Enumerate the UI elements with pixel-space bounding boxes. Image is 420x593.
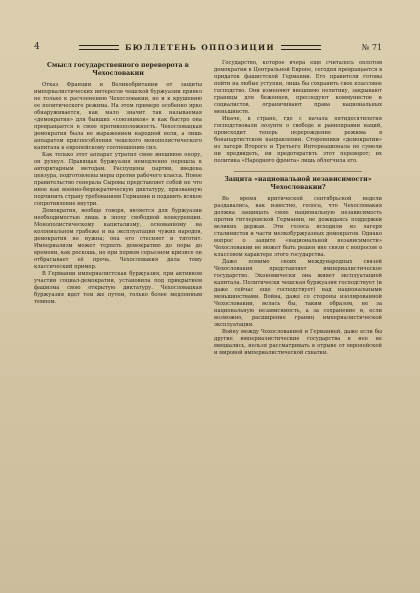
paragraph: Даже помимо своих международных связей Чехословакия представляет империалистическое государство. Экономически она живет эксплуатацией капитала. Политически чешская буржуазия господствует (и даже сейчас еще господствует) над национальными меньшинствами. Война, даже со стороны изолированной Чехословакии, велась бы, таким образом, не за национальную независимость, а за сохранение и, если возможно, расширение границ империалистической эксплуатации.	[214, 259, 382, 328]
paragraph: Во время критической сентябрьской недели раздавались, как известно, голоса, что Чехословакия должна защищать свою национальную независимость против гитлеровской Германии, не дожидаясь поддержки великих держав. Эти голоса исходили из лагеря сталинистов и части мелкобуржуазных демократов. Однако вопрос о защите «национальной независимости» Чехословакии не может быть решен вне связи с вопросом о классовом характере этого государства.	[214, 196, 382, 258]
article-heading: Смысл государственного переворота в Чехословакии	[47, 62, 189, 77]
paragraph: Войну между Чехословакией и Германией, даже если бы другие империалистические государства в нее не вмешались, нельзя рассматривать в отрыве от европейской и мировой империалистической схватки.	[214, 329, 382, 356]
issue-number: № 71	[361, 42, 382, 52]
left-column	[34, 60, 202, 580]
paragraph: Отказ Франции и Великобритании от защиты империалистических интересов чешской буржуазии привел не только к расчленению Чехословакии, но и к крушению ее политического режима. На этом примере особенно ярко обнаруживается, как мало значит так называемая «демократия» для бывших «союзников» и как быстро она превращается в свою противоположность. Чехословацкая демократия была не выражением народной воли, а лишь аппаратом приспособления чешского монополистического капитала к европейскому соотношению сил.	[34, 82, 202, 151]
paragraph: Как только этот аппарат утратил свою внешнюю опору, он рухнул. Правящая буржуазия немедленно перешла к авторитарным методам. Распущены партии, введена цензура, подготовлены меры против рабочего класса. Новое правительство генерала Сыровы представляет собой не что иное как военно-бюрократическую диктатуру, призванную подчинить страну требованиям Германии и подавить всякое сопротивление внутри.	[34, 152, 202, 207]
header-rule-right	[281, 45, 321, 50]
bulletin-title-text: БЮЛЛЕТЕНЬ ОППОЗИЦИИ	[125, 42, 275, 52]
paragraph: Демократия, вообще говоря, является для буржуазии необходимостью лишь в эпоху свободной конкуренции. Монополистическому капитализму, основанному на колониальном грабеже и на эксплуатации чужих народов, демократия не нужна; она его стесняет и тяготит. Империализм может терпеть демократию до поры до времени, как роскошь, но при первом серьезном кризисе он отбрасывает её прочь. Чехословакия дала тому классический пример.	[34, 208, 202, 270]
paragraph: Иначе, в стране, где с начала пятидесятилетия господствовали лозунги о свободе и равноправии наций, происходит теперь перерождение режима в бонапартистском направлении. Сторонники «демократии» из лагеря Второго и Третьего Интернационала не сумели ни предвидеть, ни предотвратить этот переворот; их политика «Народного фронта» лишь облегчила его.	[214, 116, 382, 164]
right-column	[214, 60, 382, 580]
section-heading: Защита «национальной независимости» Чехословакии?	[224, 176, 372, 191]
section-divider	[234, 171, 362, 172]
page-header	[34, 40, 382, 54]
paragraph: Государство, которое вчера еще считалось оплотом демократии в Центральной Европе, сегодня превращается в придаток фашистской Германии. Его правители готовы пойти на любые уступки, лишь бы сохранить свое классовое господство. Они изменяют внешнюю политику, закрывают границы для беженцев, преследуют коммунистов и социалистов, ограничивают права национальных меньшинств.	[214, 60, 382, 115]
bulletin-title	[48, 43, 352, 52]
header-rule-left	[79, 45, 119, 50]
page-number: 4	[34, 42, 40, 52]
paragraph: В Германии империалистская буржуазия, при активном участии социал-демократии, установила под прикрытием фашизма свою открытую диктатуру. Чехословацкая буржуазия идет тем же путем, только более медленным темпом.	[34, 271, 202, 305]
